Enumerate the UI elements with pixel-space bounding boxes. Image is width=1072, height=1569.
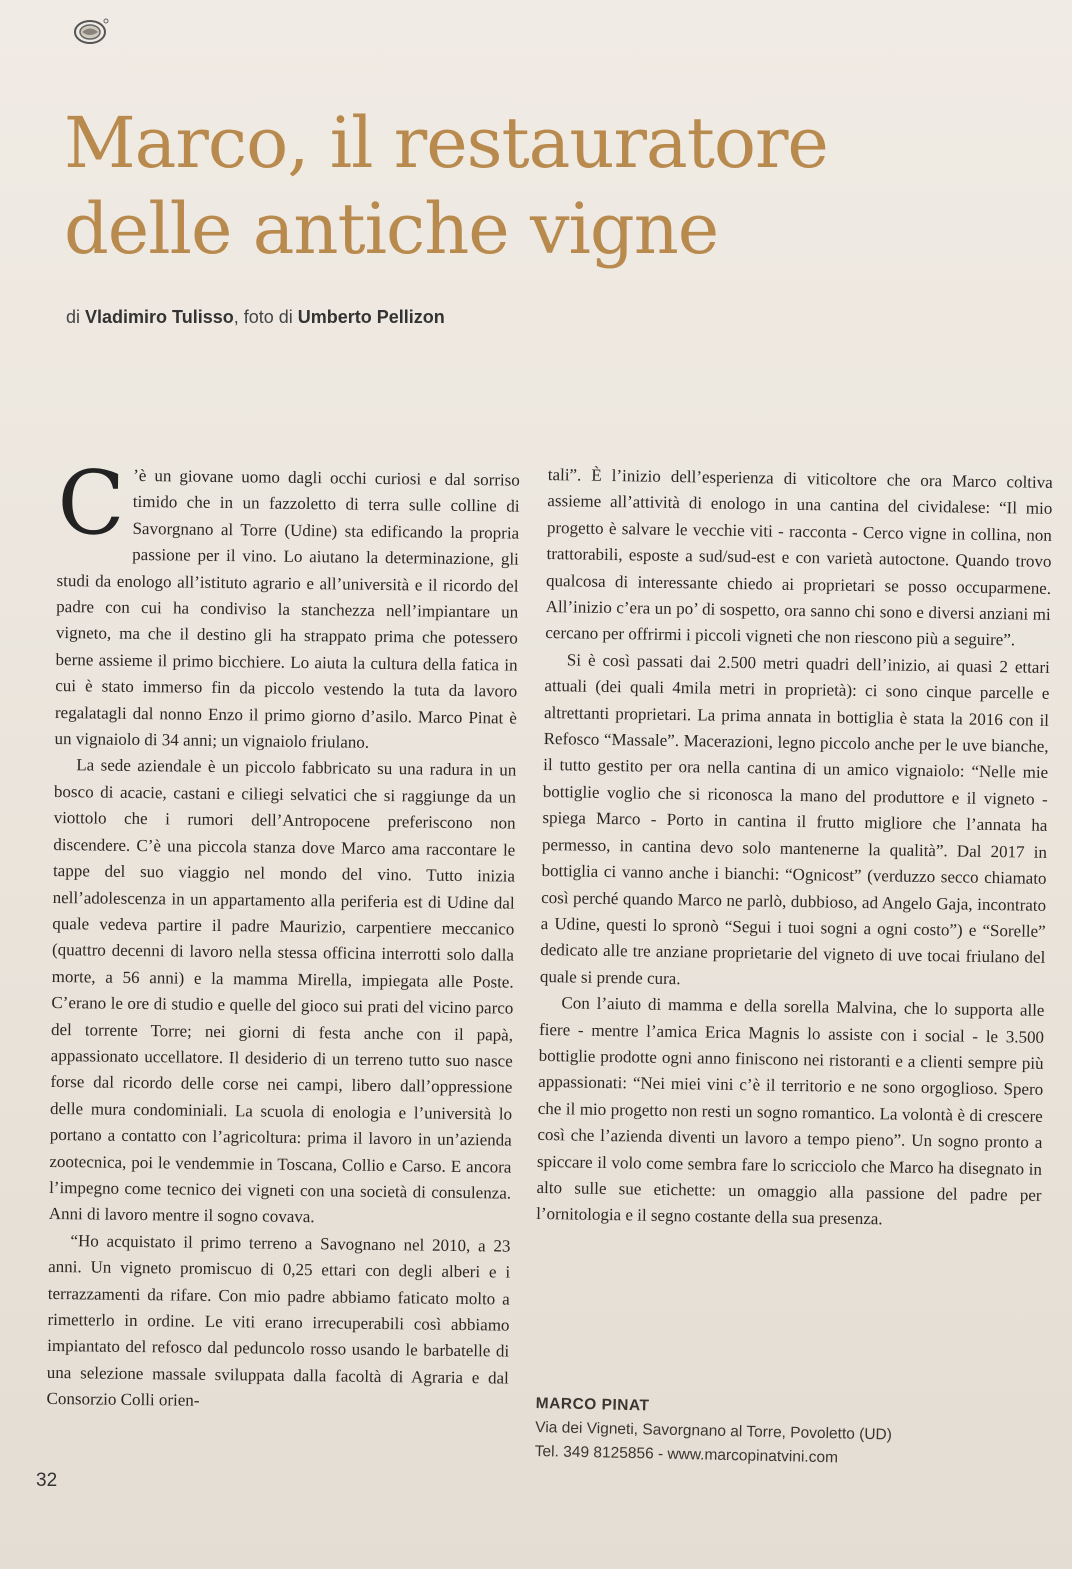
- paragraph: Con l’aiuto di mamma e della sorella Malvina, che lo supporta alle fiere - mentre l’amica Erica Magnis lo assiste con i social - le 3.500 bottiglie prodotte ogni anno finiscono nei ristoranti e a clienti sempre più appassionati: “Nei miei vini c’è il territorio e ne sono orgoglioso. Spero che il mio progetto non resti un sogno romantico. La volontà è di crescere così che l’azienda diventi un lavoro a tempo pieno”. Un sogno pronto a spiccare il volo come sembra fare lo scricciolo che Marco ha disegnato in alto sulle sue etichette: un omaggio alla passione del padre per l’ornitologia e il segno costante della sua presenza.: [536, 993, 1045, 1229]
- paragraph-text: ’è un giovane uomo dagli occhi curiosi e dal sorriso timido che in un fazzoletto di terra sulle colline di Savorgnano al Torre (Udine) sta edificando la propria passione per il vino. Lo aiutano la determinazione, gli studi da enologo all’istituto agrario e all’università e il ricordo del padre con cui ha condiviso la stanchezza nell’impiantare un vigneto, ma che il destino gli ha strappato prima che potessero berne assieme il primo bicchiere. Lo aiuta la cultura della fatica in cui è stato immerso fin da piccolo vestendo la tuta da lavoro regalatagli dal nonno Enzo il primo giorno d’asilo. Marco Pinat è un vignaiolo di 34 anni; un vignaiolo friulano.: [54, 465, 520, 752]
- winery-info-box: [534, 1392, 1035, 1474]
- drop-cap: C: [56, 451, 126, 555]
- photographer-name: Umberto Pellizon: [297, 307, 445, 327]
- paragraph: tali”. È l’inizio dell’esperienza di viticoltore che ora Marco coltiva assieme all’attività di enologo in una cantina del cividalese: “Il mio progetto è salvare le vecchie viti - racconta - Cerco vigne in collina, non trattorabili, esposte a sud/sud-est e con varietà autoctone. Quando trovo qualcosa di interessante chiedo ai proprietari se posso occuparmene. All’inizio c’era un po’ di sospetto, ora sanno chi sono e diversi anziani mi cercano per offrirmi i piccoli vigneti che non riescono più a seguire”.: [545, 464, 1053, 650]
- winery-contact: Tel. 349 8125856 - www.marcopinatvini.com: [534, 1442, 839, 1467]
- paragraph: “Ho acquistato il primo terreno a Savognano nel 2010, a 23 anni. Un vigneto promiscuo di 0,25 ettari con degli alberi e i terrazzamenti da rifare. Con mio padre abbiamo faticato molto a rimetterlo in ordine. Le viti erano irrecuperabili così abbiamo impiantato del refosco dal peduncolo rosso usando le barbatelle di una selezione massale sviluppata dalla facoltà di Agraria e dal Consorzio Colli orien-: [46, 1230, 511, 1411]
- paragraph: La sede aziendale è un piccolo fabbricato su una radura in un bosco di acacie, castani e ciliegi selvatici che si raggiunge da un viottolo che i rumori dell’Antropocene preferiscono non discendere. C’è una piccola stanza dove Marco ama raccontare le tappe del suo viaggio nel mondo del vino. Tutto inizia nell’adolescenza in un appartamento alla periferia est di Udine dal quale vedeva partire il padre Maurizio, carpentiere meccanico (quattro decenni di lavoro nella stessa officina interrotti solo dalla morte, a 56 anni) e la mamma Mirella, impiegata alle Poste. C’erano le ore di studio e quelle del gioco sui prati del vicino parco del torrente Torre; nei giorni di festa anche con il papà, appassionato uccellatore. Il desiderio di un terreno tutto suo nasce forse dal ricordo delle corse nei campi, libero dall’oppressione delle mura condominiali. La scuola di enologia e l’università lo portano a contatto con l’agricoltura: prima il lavoro in un’azienda zootecnica, poi le vendemmie in Toscana, Collio e Carso. E ancora l’impegno come tecnico dei vigneti con una società di consulenza. Anni di lavoro mentre il sogno covava.: [48, 755, 517, 1227]
- magazine-emblem-icon: [72, 16, 112, 46]
- byline: [66, 307, 445, 328]
- author-name: Vladimiro Tulisso: [85, 307, 234, 327]
- article-column-left: [46, 451, 520, 1418]
- title-line-2: delle antiche vigne: [64, 188, 719, 270]
- page-number: 32: [36, 1470, 58, 1491]
- article-column-right: [536, 462, 1053, 1236]
- winery-name: MARCO PINAT: [535, 1394, 650, 1415]
- byline-prefix: di: [66, 307, 86, 327]
- article-title: [64, 100, 884, 272]
- title-line-1: Marco, il restauratore: [64, 102, 828, 184]
- paragraph: Si è così passati dai 2.500 metri quadri dell’inizio, ai quasi 2 ettari attuali (dei quali 4mila metri in proprietà): ci sono cinque parcelle e altrettanti proprietari. La prima annata in bottiglia è stata la 2016 con il Refosco “Massale”. Macerazioni, legno piccolo anche per le uve bianche, il tutto gestito per ora nella cantina di un amico vignaiolo: “Nelle mie bottiglie voglio che si riconosca la mano del produttore e il vigneto - spiega Marco - Porto in cantina il frutto migliore che l’annata ha permesso, in cantina devo solo mantenerne la qualità”. Dal 2017 in bottiglia ci vanno anche i bianchi: “Ognicost” (verduzzo secco chiamato così perché quando Marco ne parlò, dubbioso, ad Angelo Gaja, incontrato a Udine, questi lo spronò “Segui i tuoi sogni a ogni costo”) e “Sorelle” dedicato alle tre anziane proprietarie del vigneto di uve tocai friulano del quale si prende cura.: [539, 650, 1050, 988]
- winery-address: Via dei Vigneti, Savorgnano al Torre, Povoletto (UD): [535, 1418, 893, 1444]
- paragraph: [54, 451, 520, 758]
- byline-mid: , foto di: [233, 307, 298, 327]
